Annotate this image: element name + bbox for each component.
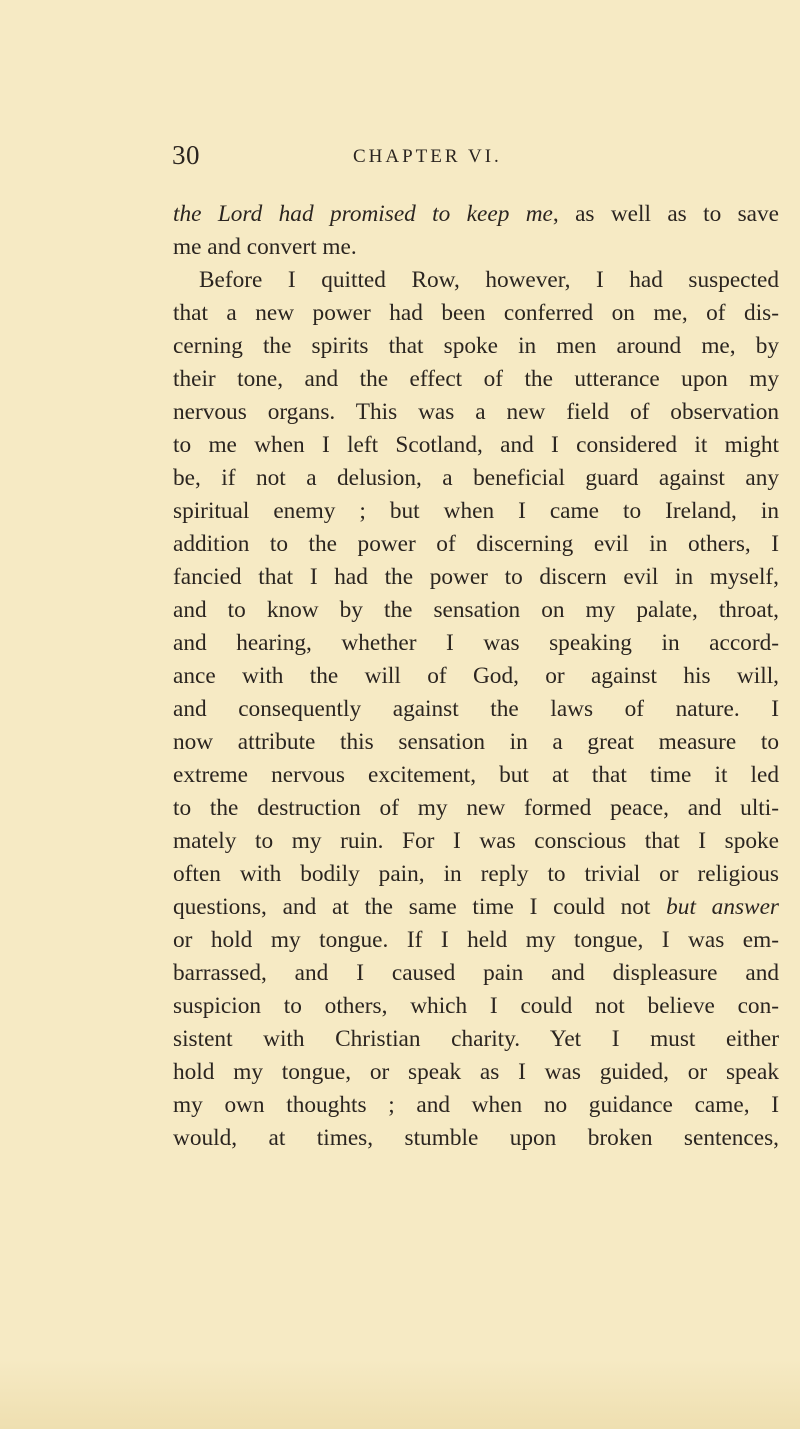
text-line: barrassed, and I caused pain and displeasure and [173,960,779,986]
text-line: the Lord had promised to keep me, as well as to save [173,201,779,227]
text-line: fancied that I had the power to discern evil in myself, [173,564,779,590]
text-line: ance with the will of God, or against his will, [173,663,779,689]
text-line: often with bodily pain, in reply to trivial or religious [173,861,779,887]
text-line: extreme nervous excitement, but at that time it led [173,762,779,788]
text-line: mately to my ruin. For I was conscious that I spoke [173,828,779,854]
paragraph-start: Before I quitted Row, however, I had suspected [199,267,779,293]
text-line: nervous organs. This was a new field of observation [173,399,779,425]
page-header [0,140,800,180]
text-line: now attribute this sensation in a great measure to [173,729,779,755]
text-line: to me when I left Scotland, and I considered it might [173,432,779,458]
text-line: addition to the power of discerning evil in others, I [173,531,779,557]
page-edge-shading [0,1359,800,1429]
text-line: suspicion to others, which I could not believe con- [173,993,779,1019]
page-number: 30 [172,140,200,170]
text-line: spiritual enemy ; but when I came to Ireland, in [173,498,779,524]
italic-phrase: but answer [666,894,779,920]
text-line: my own thoughts ; and when no guidance came, I [173,1092,779,1118]
body-text [173,198,779,1155]
text-line: that a new power had been conferred on me, of dis- [173,300,779,326]
text-line: to the destruction of my new formed peace, and ulti- [173,795,779,821]
text-line: would, at times, stumble upon broken sentences, [173,1125,779,1151]
text-line: sistent with Christian charity. Yet I must either [173,1026,779,1052]
text-line: their tone, and the effect of the utterance upon my [173,366,779,392]
text-line: hold my tongue, or speak as I was guided, or speak [173,1059,779,1085]
text-line: be, if not a delusion, a beneficial guard against any [173,465,779,491]
text-line: and hearing, whether I was speaking in accord- [173,630,779,656]
italic-phrase: the Lord had promised to keep me [173,201,553,227]
text-line: and consequently against the laws of nature. I [173,696,779,722]
text-line: cerning the spirits that spoke in men around me, by [173,333,779,359]
text-line: and to know by the sensation on my palate, throat, [173,597,779,623]
text-line: or hold my tongue. If I held my tongue, I was em- [173,927,779,953]
text-line: me and convert me. [173,234,357,260]
text-line: questions, and at the same time I could not but answer [173,894,779,920]
running-head: CHAPTER VI. [353,146,502,167]
